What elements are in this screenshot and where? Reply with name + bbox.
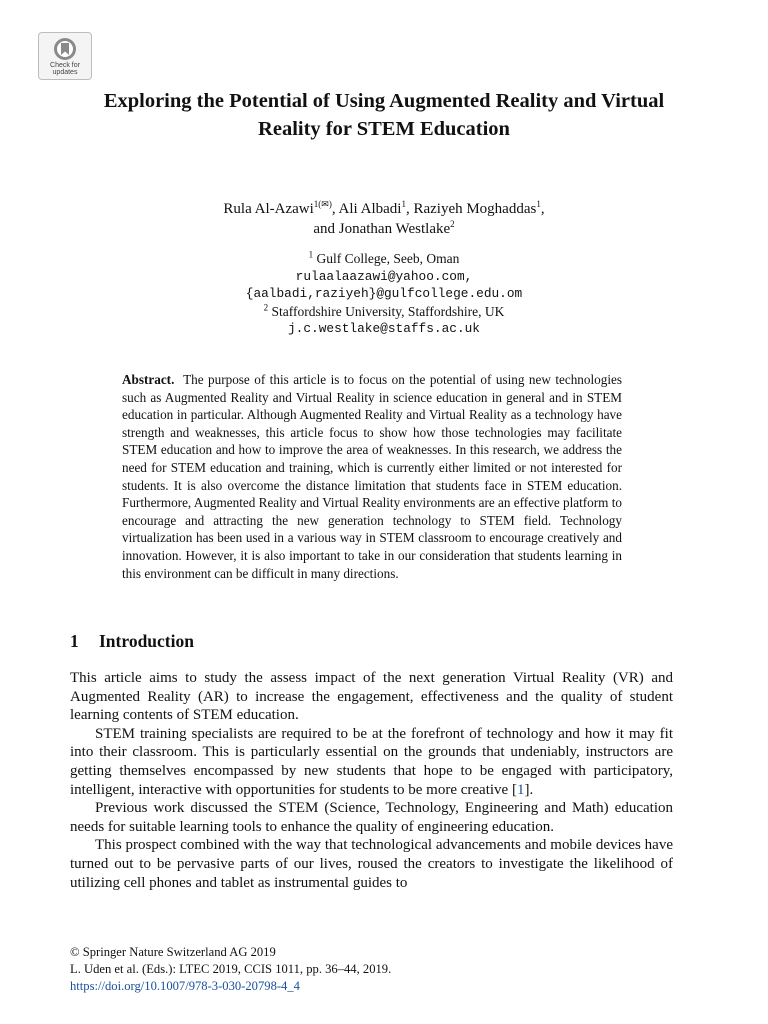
bookmark-icon [52,36,78,62]
affiliation-number: 1 [308,249,314,260]
author-email[interactable]: rulaalaazawi@yahoo.com, [295,268,473,284]
section-title: Introduction [99,631,194,651]
author-affiliation-mark: 1(✉) [313,199,332,209]
affiliations [100,250,668,338]
check-for-updates-badge[interactable] [38,32,92,80]
author-email[interactable]: j.c.westlake@staffs.ac.uk [288,321,480,336]
author-list: Rula Al-Azawi$^{1(✉)}$, Ali Albadi$^1$, Raziyeh Moghaddas$^1$, and Jonathan Westlake$^2$ [223,199,545,237]
affiliation-number: 2 [263,302,269,312]
affiliation-name: Staffordshire University, Staffordshire, UK [271,303,505,319]
affiliation-name: Gulf College, Seeb, Oman [316,251,460,266]
paragraph: Previous work discussed the STEM (Science, Technology, Engineering and Math) education needs for suitable learning tools to enhance the quality of engineering education. [70,800,673,835]
abstract-text: The purpose of this article is to focus on the potential of using new technologies such as Augmented Reality and Virtual Reality in science education in general and in STEM education in particular. Although Augmented Reality and Virtual Reality as a technology have strength and weaknesses, this article focus to show how those technologies may facilitate STEM education and how to improve the area of weaknesses. In this research, we address the need for STEM education and training, which is currently either limited or not interested for students. It is also overcome the distance limitation that students face in STEM education. Furthermore, Augmented Reality and Virtual Reality environments are an effective platform to encourage and attracting the new generation technology to STEM field. Technology virtualization has been used in a various way in STEM classroom to encourage creatively and innovation. However, it is also important to take in our consideration that students learning in this environment can be difficult in many directions. [122,372,622,581]
badge-label: Check for updates [50,62,80,76]
paper-title: Exploring the Potential of Using Augmented Reality and Virtual Reality for STEM Education [103,90,665,140]
author-name: Raziyeh Moghaddas [413,201,537,217]
author-name: Rula Al-Azawi [223,201,314,217]
paragraph-text: STEM training specialists are required to be at the forefront of technology and how it may fit into their classroom. This is particularly essential on the grounds that undeniably, instructors are getting themselves encompassed by new students that hope to be engaged with participatory, intelligent, interactive with opportunities for students to be more creative [70,725,673,798]
author-name: and Jonathan Westlake [313,221,451,237]
body-text [70,669,673,892]
copyright-notice: © Springer Nature Switzerland AG 2019 [70,945,276,959]
footer [70,944,391,995]
abstract [122,371,622,582]
section-heading [70,631,194,652]
doi-link[interactable]: https://doi.org/10.1007/978-3-030-20798-4_4 [70,979,300,993]
author-email[interactable]: {aalbadi,raziyeh}@gulfcollege.edu.om [245,286,523,301]
paragraph: This article aims to study the assess impact of the next generation Virtual Reality (VR) and Augmented Reality (AR) to increase the engagement, effectiveness and the quality of student learning contents of STEM education. [70,670,673,724]
section-number: 1 [70,631,79,651]
author-name: Ali Albadi [338,201,402,217]
author-affiliation-mark: 1 [536,199,541,209]
paragraph: This prospect combined with the way that technological advancements and mobile devices have turned out to be pervasive parts of our lives, roused the creators to investigate the likelihood of utilizing cell phones and tablet as instrumental guides to [70,837,673,891]
citation-info: L. Uden et al. (Eds.): LTEC 2019, CCIS 1011, pp. 36–44, 2019. [70,962,392,976]
author-affiliation-mark: 1 [401,199,406,209]
paragraph-end: . [529,781,534,798]
citation-link[interactable]: 1 [516,781,525,798]
abstract-label: Abstract. [122,372,175,387]
author-affiliation-mark: 2 [450,219,455,229]
paragraph: STEM training specialists are required to be at the forefront of technology and how it may fit into their classroom. This is particularly essential on the grounds that undeniably, instructors are getting themselves encompassed by new students that hope to be engaged with participatory, intelligent, interactive with opportunities for students to be more creative [1]. [70,725,673,798]
